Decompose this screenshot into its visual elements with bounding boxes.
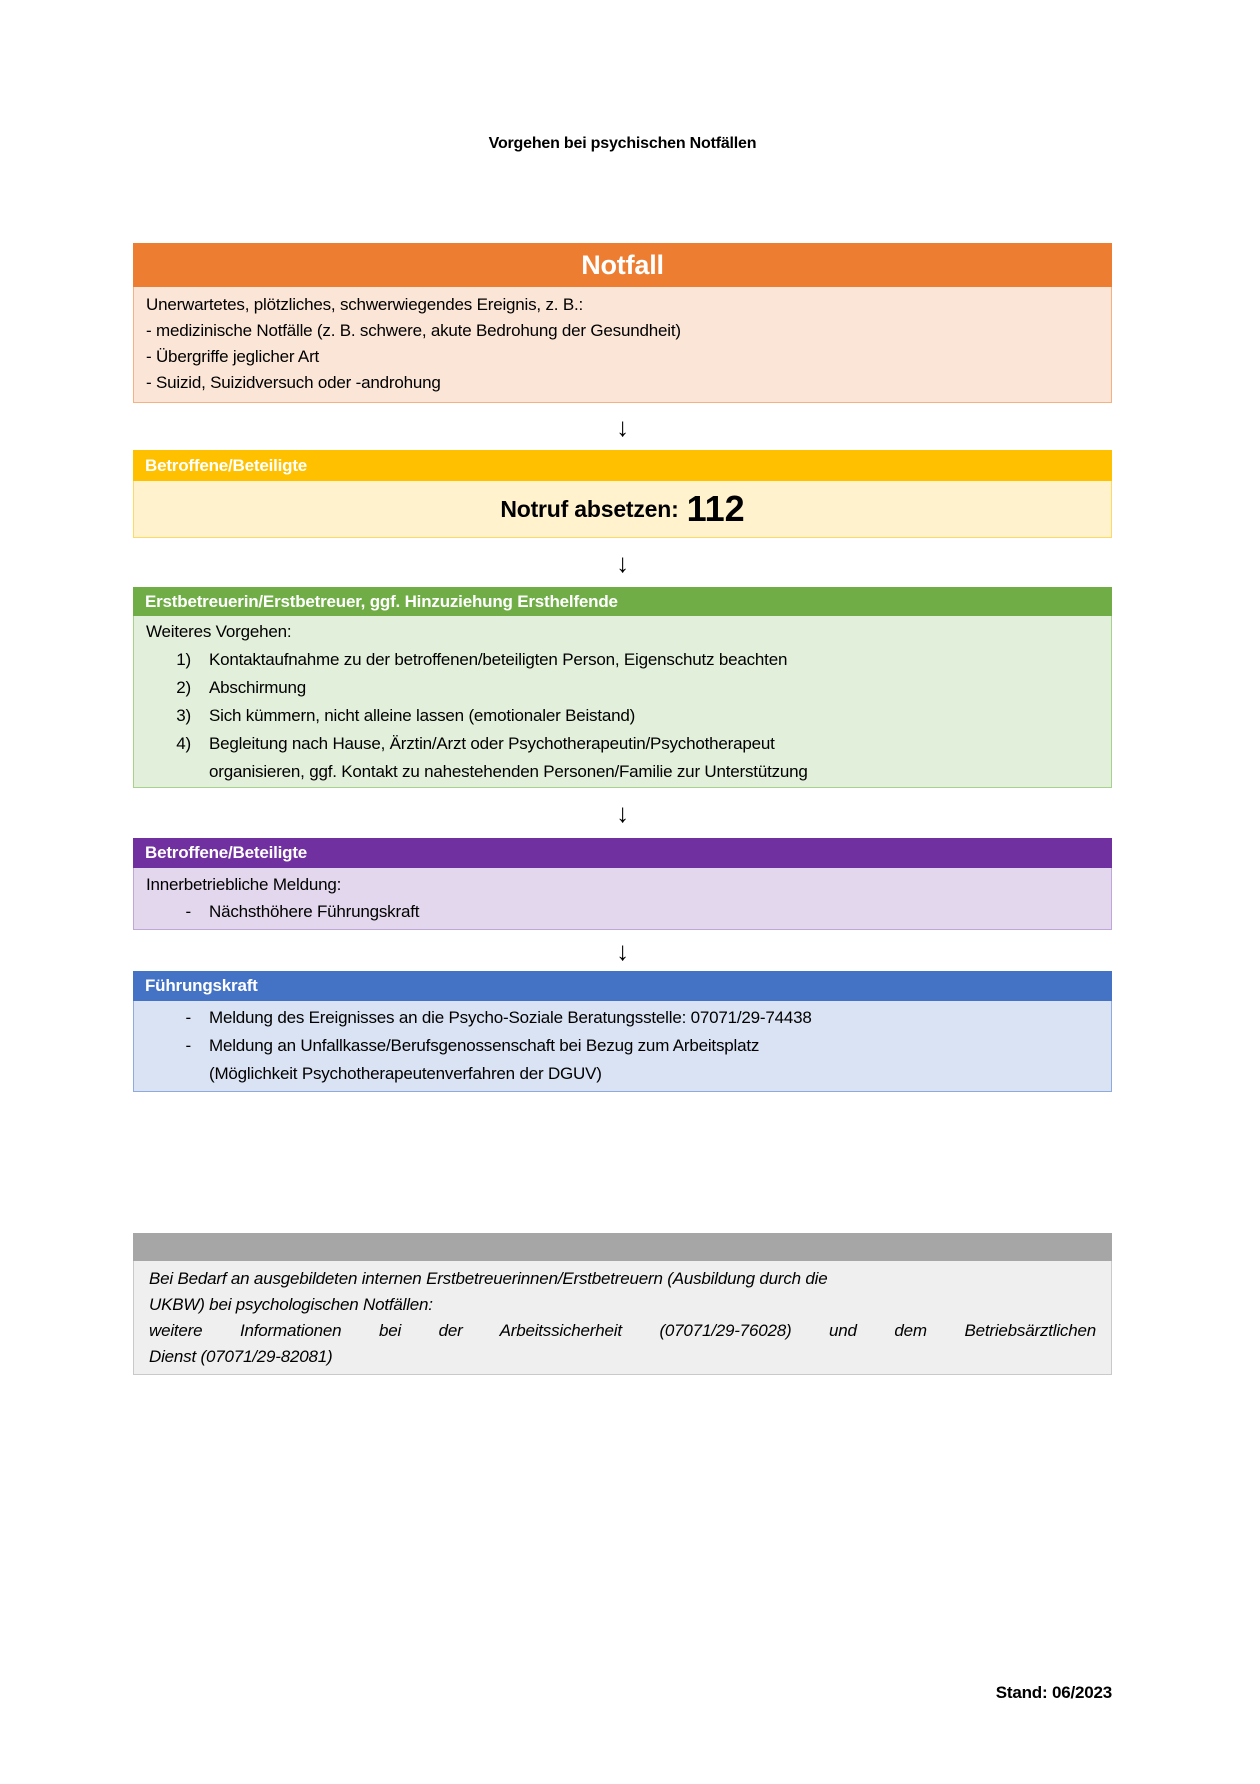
list-item-number: 1) — [176, 650, 191, 669]
list-item-text: Meldung des Ereignisses an die Psycho-Soziale Beratungsstelle: 07071/29-74438 — [209, 1008, 812, 1027]
flow-arrow-4 — [133, 930, 1112, 971]
notfall-box — [133, 243, 1112, 403]
list-item — [146, 1032, 1099, 1088]
list-item-text-line: Meldung an Unfallkasse/Berufsgenossenschaft bei Bezug zum Arbeitsplatz — [209, 1036, 760, 1055]
fuehrungskraft-box-body — [133, 1001, 1112, 1092]
notfall-box-header: Notfall — [133, 243, 1112, 287]
list-item-text: Kontaktaufnahme zu der betroffenen/beteiligten Person, Eigenschutz beachten — [209, 650, 788, 669]
hinweis-line: Bei Bedarf an ausgebildeten internen Erstbetreuerinnen/Erstbetreuern (Ausbildung durch die — [149, 1269, 828, 1288]
hinweis-line: Dienst (07071/29-82081) — [149, 1347, 333, 1366]
arrow-down-icon: ↓ — [616, 935, 629, 966]
erstbetreuer-intro: Weiteres Vorgehen: — [146, 622, 292, 641]
list-item-text-line: organisieren, ggf. Kontakt zu nahestehenden Personen/Familie zur Unterstützung — [209, 762, 808, 781]
flowchart — [133, 243, 1112, 1703]
arrow-down-icon: ↓ — [616, 547, 629, 578]
version-stamp: Stand: 06/2023 — [995, 1683, 1112, 1702]
list-item — [146, 702, 1099, 730]
betroffene-notruf-box — [133, 450, 1112, 538]
hinweis-box-header — [133, 1233, 1112, 1261]
list-item-text: Abschirmung — [209, 678, 307, 697]
list-item-text — [209, 730, 808, 786]
flow-arrow-3 — [133, 788, 1112, 838]
betroffene-meldung-box — [133, 838, 1112, 930]
betroffene-notruf-box-body — [133, 481, 1112, 538]
list-item-text-line: Begleitung nach Hause, Ärztin/Arzt oder Psychotherapeutin/Psychotherapeut — [209, 734, 775, 753]
list-item-bullet: - — [185, 902, 191, 921]
list-item-bullet: - — [185, 1036, 191, 1055]
list-item-number: 2) — [176, 678, 191, 697]
notfall-line: Unerwartetes, plötzliches, schwerwiegendes Ereignis, z. B.: — [146, 295, 584, 314]
erstbetreuer-box-header: Erstbetreuerin/Erstbetreuer, ggf. Hinzuziehung Ersthelfende — [133, 587, 1112, 616]
list-item — [146, 1004, 1099, 1032]
notfall-line: - Suizid, Suizidversuch oder -androhung — [146, 373, 441, 392]
notfall-line: - medizinische Notfälle (z. B. schwere, akute Bedrohung der Gesundheit) — [146, 321, 681, 340]
flow-arrow-2 — [133, 538, 1112, 587]
hinweis-box — [133, 1233, 1112, 1375]
list-item — [146, 730, 1099, 786]
erstbetreuer-box-body — [133, 616, 1112, 788]
arrow-down-icon: ↓ — [616, 411, 629, 442]
arrow-down-icon: ↓ — [616, 798, 629, 828]
notfall-box-body — [133, 287, 1112, 403]
hinweis-line: UKBW) bei psychologischen Notfällen: — [149, 1295, 433, 1314]
fuehrungskraft-box — [133, 971, 1112, 1092]
list-item-text: Nächsthöhere Führungskraft — [209, 902, 420, 921]
list-item-text-line: (Möglichkeit Psychotherapeutenverfahren der DGUV) — [209, 1064, 602, 1083]
emergency-number: 112 — [686, 488, 745, 529]
list-item — [146, 674, 1099, 702]
list-item-number: 4) — [176, 734, 191, 753]
erstbetreuer-box — [133, 587, 1112, 788]
list-item-text: Sich kümmern, nicht alleine lassen (emotionaler Beistand) — [209, 706, 636, 725]
list-item-number: 3) — [176, 706, 191, 725]
list-item-bullet: - — [185, 1008, 191, 1027]
betroffene-notruf-box-header: Betroffene/Beteiligte — [133, 450, 1112, 481]
hinweis-box-body — [133, 1261, 1112, 1375]
fuehrungskraft-box-header: Führungskraft — [133, 971, 1112, 1001]
betroffene-meldung-box-header: Betroffene/Beteiligte — [133, 838, 1112, 868]
notruf-label: Notruf absetzen: — [500, 495, 679, 522]
list-item-text — [209, 1032, 759, 1088]
notfall-line: - Übergriffe jeglicher Art — [146, 347, 320, 366]
page-title: Vorgehen bei psychischen Notfällen — [488, 135, 757, 152]
spacer — [133, 1092, 1112, 1233]
hinweis-line: weitere Informationen bei der Arbeitssicherheit (07071/29-76028) und dem Betriebsärztlichen — [149, 1321, 1096, 1340]
meldung-intro: Innerbetriebliche Meldung: — [146, 875, 342, 894]
flow-arrow-1 — [133, 403, 1112, 450]
list-item — [146, 898, 1099, 925]
betroffene-meldung-box-body — [133, 868, 1112, 930]
list-item — [146, 646, 1099, 674]
